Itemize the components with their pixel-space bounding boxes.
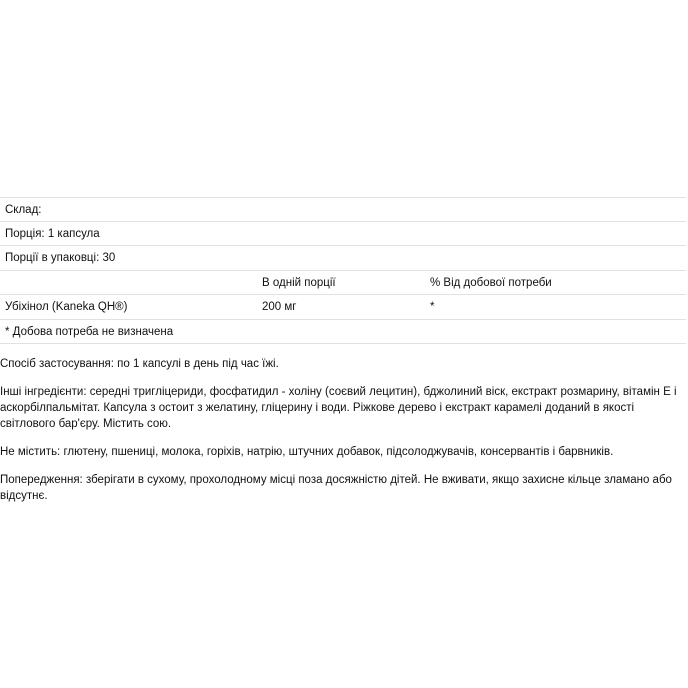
footnote: * Добова потреба не визначена <box>5 325 174 338</box>
table-header-row <box>0 271 686 296</box>
free-from-text: Не містить: глютену, пшениці, молока, горіхів, натрію, штучних добавок, підсолоджувачів, консервантів і барвників. <box>0 446 614 458</box>
daily-value-header: % Від добової потреби <box>430 276 552 289</box>
composition-row <box>0 197 686 222</box>
serving-row <box>0 222 686 247</box>
servings-per-container-row <box>0 246 686 271</box>
servings-per-container: Порції в упаковці: 30 <box>5 252 116 264</box>
supplement-facts-table <box>0 197 686 344</box>
per-serving-header: В одній порції <box>262 276 336 289</box>
serving-size: Порція: 1 капсула <box>5 227 100 240</box>
other-ingredients-text: Інші інгредієнти: середні тригліцериди, фосфатидил - холіну (соєвий лецитин), бджолиний віск, екстракт розмарину, вітамін E і аскорбілпальмітат. Капсула з остоит з желатину, гліцерину і води. Ріжкове дерево і екстракт карамелі доданий в якості світлового бар'єру. Містить сою. <box>0 386 677 430</box>
product-notes <box>0 356 688 516</box>
ingredient-row <box>0 295 686 320</box>
ingredient-name: Убіхінол (Kaneka QH®) <box>5 301 128 313</box>
warning-text: Попередження: зберігати в сухому, прохолодному місці поза досяжністю дітей. Не вживати, якщо захисне кільце зламано або відсутнє. <box>0 474 672 502</box>
footnote-row <box>0 320 686 345</box>
ingredient-amount: 200 мг <box>262 301 297 313</box>
usage-text: Спосіб застосування: по 1 капсулі в день під час їжі. <box>0 358 279 370</box>
composition-label: Склад: <box>5 204 42 216</box>
ingredient-daily-value: * <box>430 301 435 313</box>
